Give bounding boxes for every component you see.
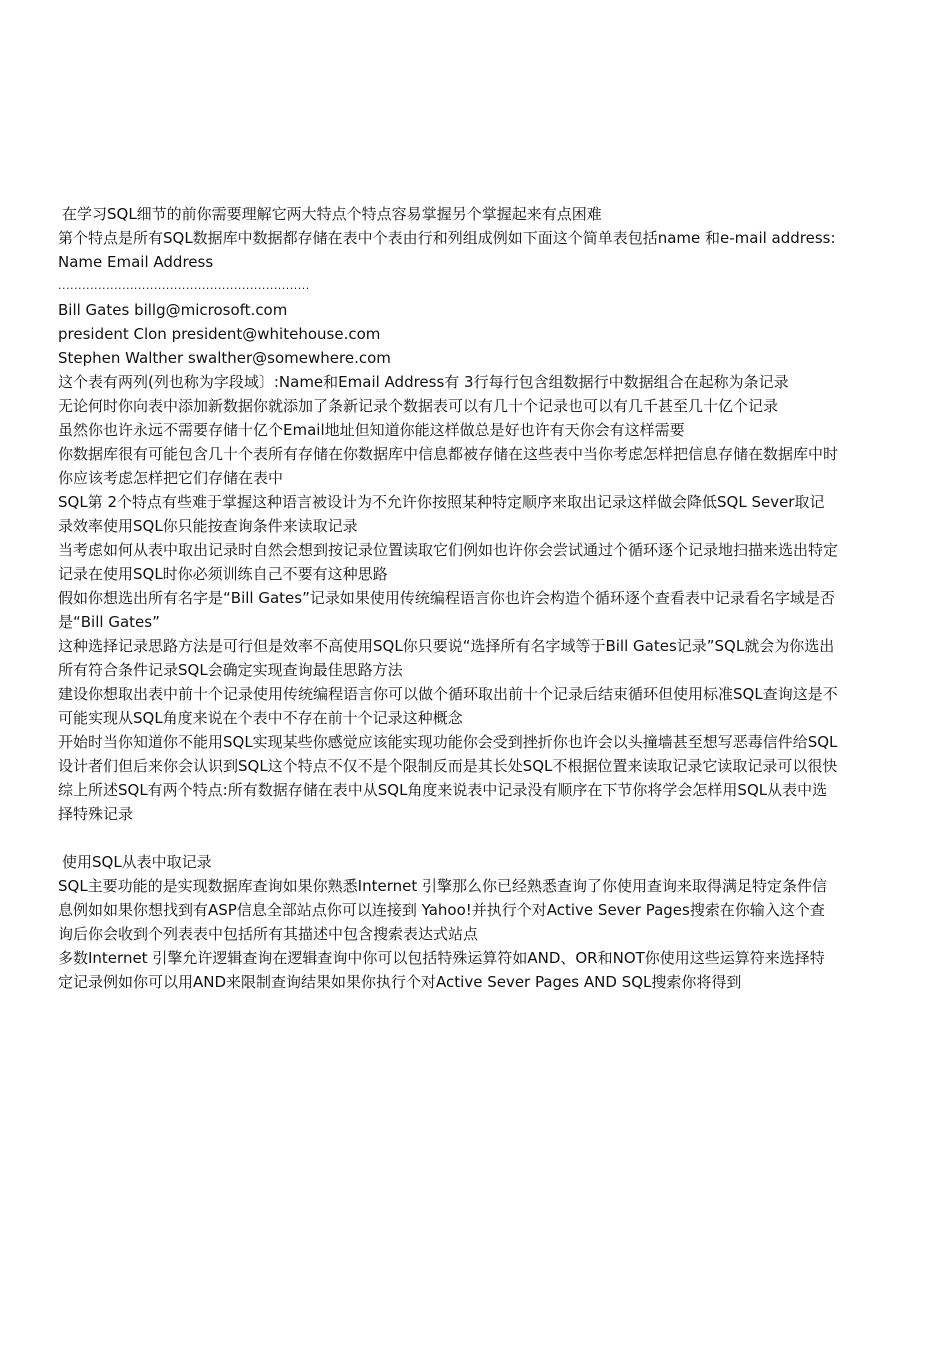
paragraph: 这种选择记录思路方法是可行但是效率不高使用SQL你只要说“选择所有名字域等于Bill Gates记录”SQL就会为你选出所有符合条件记录SQL会确定实现查询最佳思路方法 bbox=[58, 637, 835, 679]
paragraph: 第个特点是所有SQL数据库中数据都存储在表中个表由行和列组成例如下面这个简单表包括name 和e-mail address: bbox=[58, 229, 836, 247]
table-separator-line: ............................................................... bbox=[58, 279, 310, 292]
table-row-line: president Clon president@whitehouse.com bbox=[58, 325, 381, 343]
paragraph: 综上所述SQL有两个特点:所有数据存储在表中从SQL角度来说表中记录没有顺序在下节你将学会怎样用SQL从表中选择特殊记录 bbox=[58, 781, 828, 823]
table-row-line: Stephen Walther swalther@somewhere.com bbox=[58, 349, 391, 367]
document-body bbox=[58, 202, 838, 994]
paragraph: 这个表有两列(列也称为字段域〕:Name和Email Address有 3行每行包含组数据行中数据组合在起称为条记录 bbox=[58, 373, 789, 391]
paragraph: 建设你想取出表中前十个记录使用传统编程语言你可以做个循环取出前十个记录后结束循环但使用标准SQL查询这是不可能实现从SQL角度来说在个表中不存在前十个记录这种概念 bbox=[58, 685, 838, 727]
table-header-line: Name Email Address bbox=[58, 253, 214, 271]
paragraph: 多数Internet 引擎允许逻辑查询在逻辑查询中你可以包括特殊运算符如AND、OR和NOT你使用这些运算符来选择特定记录例如你可以用AND来限制查询结果如果你执行个对Active Sever Pages AND SQL搜索你将得到 bbox=[58, 949, 825, 991]
section-heading: 使用SQL从表中取记录 bbox=[62, 853, 212, 871]
table-row-line: Bill Gates billg@microsoft.com bbox=[58, 301, 288, 319]
paragraph: SQL第 2个特点有些难于掌握这种语言被设计为不允许你按照某种特定顺序来取出记录这样做会降低SQL Sever取记录效率使用SQL你只能按查询条件来读取记录 bbox=[58, 493, 825, 535]
paragraph: SQL主要功能的是实现数据库查询如果你熟悉Internet 引擎那么你已经熟悉查询了你使用查询来取得满足特定条件信息例如如果你想找到有ASP信息全部站点你可以连接到 Yahoo!并执行个对Active Sever Pages搜索在你输入这个查询后你会收到个列表表中包括所有其描述中包含搜索表达式站点 bbox=[58, 877, 828, 943]
paragraph: 开始时当你知道你不能用SQL实现某些你感觉应该能实现功能你会受到挫折你也许会以头撞墙甚至想写恶毒信件给SQL设计者们但后来你会认识到SQL这个特点不仅不是个限制反而是其长处SQL不根据位置来读取记录它读取记录可以很快 bbox=[58, 733, 838, 775]
paragraph: 假如你想选出所有名字是“Bill Gates”记录如果使用传统编程语言你也许会构造个循环逐个查看表中记录看名字域是否是“Bill Gates” bbox=[58, 589, 835, 631]
blank-line bbox=[58, 826, 838, 850]
intro-paragraph: 在学习SQL细节的前你需要理解它两大特点个特点容易掌握另个掌握起来有点困难 bbox=[62, 205, 602, 223]
paragraph: 无论何时你向表中添加新数据你就添加了条新记录个数据表可以有几十个记录也可以有几千甚至几十亿个记录 bbox=[58, 397, 779, 415]
paragraph: 当考虑如何从表中取出记录时自然会想到按记录位置读取它们例如也许你会尝试通过个循环逐个记录地扫描来选出特定记录在使用SQL时你必须训练自己不要有这种思路 bbox=[58, 541, 839, 583]
paragraph: 虽然你也许永远不需要存储十亿个Email地址但知道你能这样做总是好也许有天你会有这样需要 bbox=[58, 421, 685, 439]
paragraph: 你数据库很有可能包含几十个表所有存储在你数据库中信息都被存储在这些表中当你考虑怎样把信息存储在数据库中时你应该考虑怎样把它们存储在表中 bbox=[58, 445, 839, 487]
